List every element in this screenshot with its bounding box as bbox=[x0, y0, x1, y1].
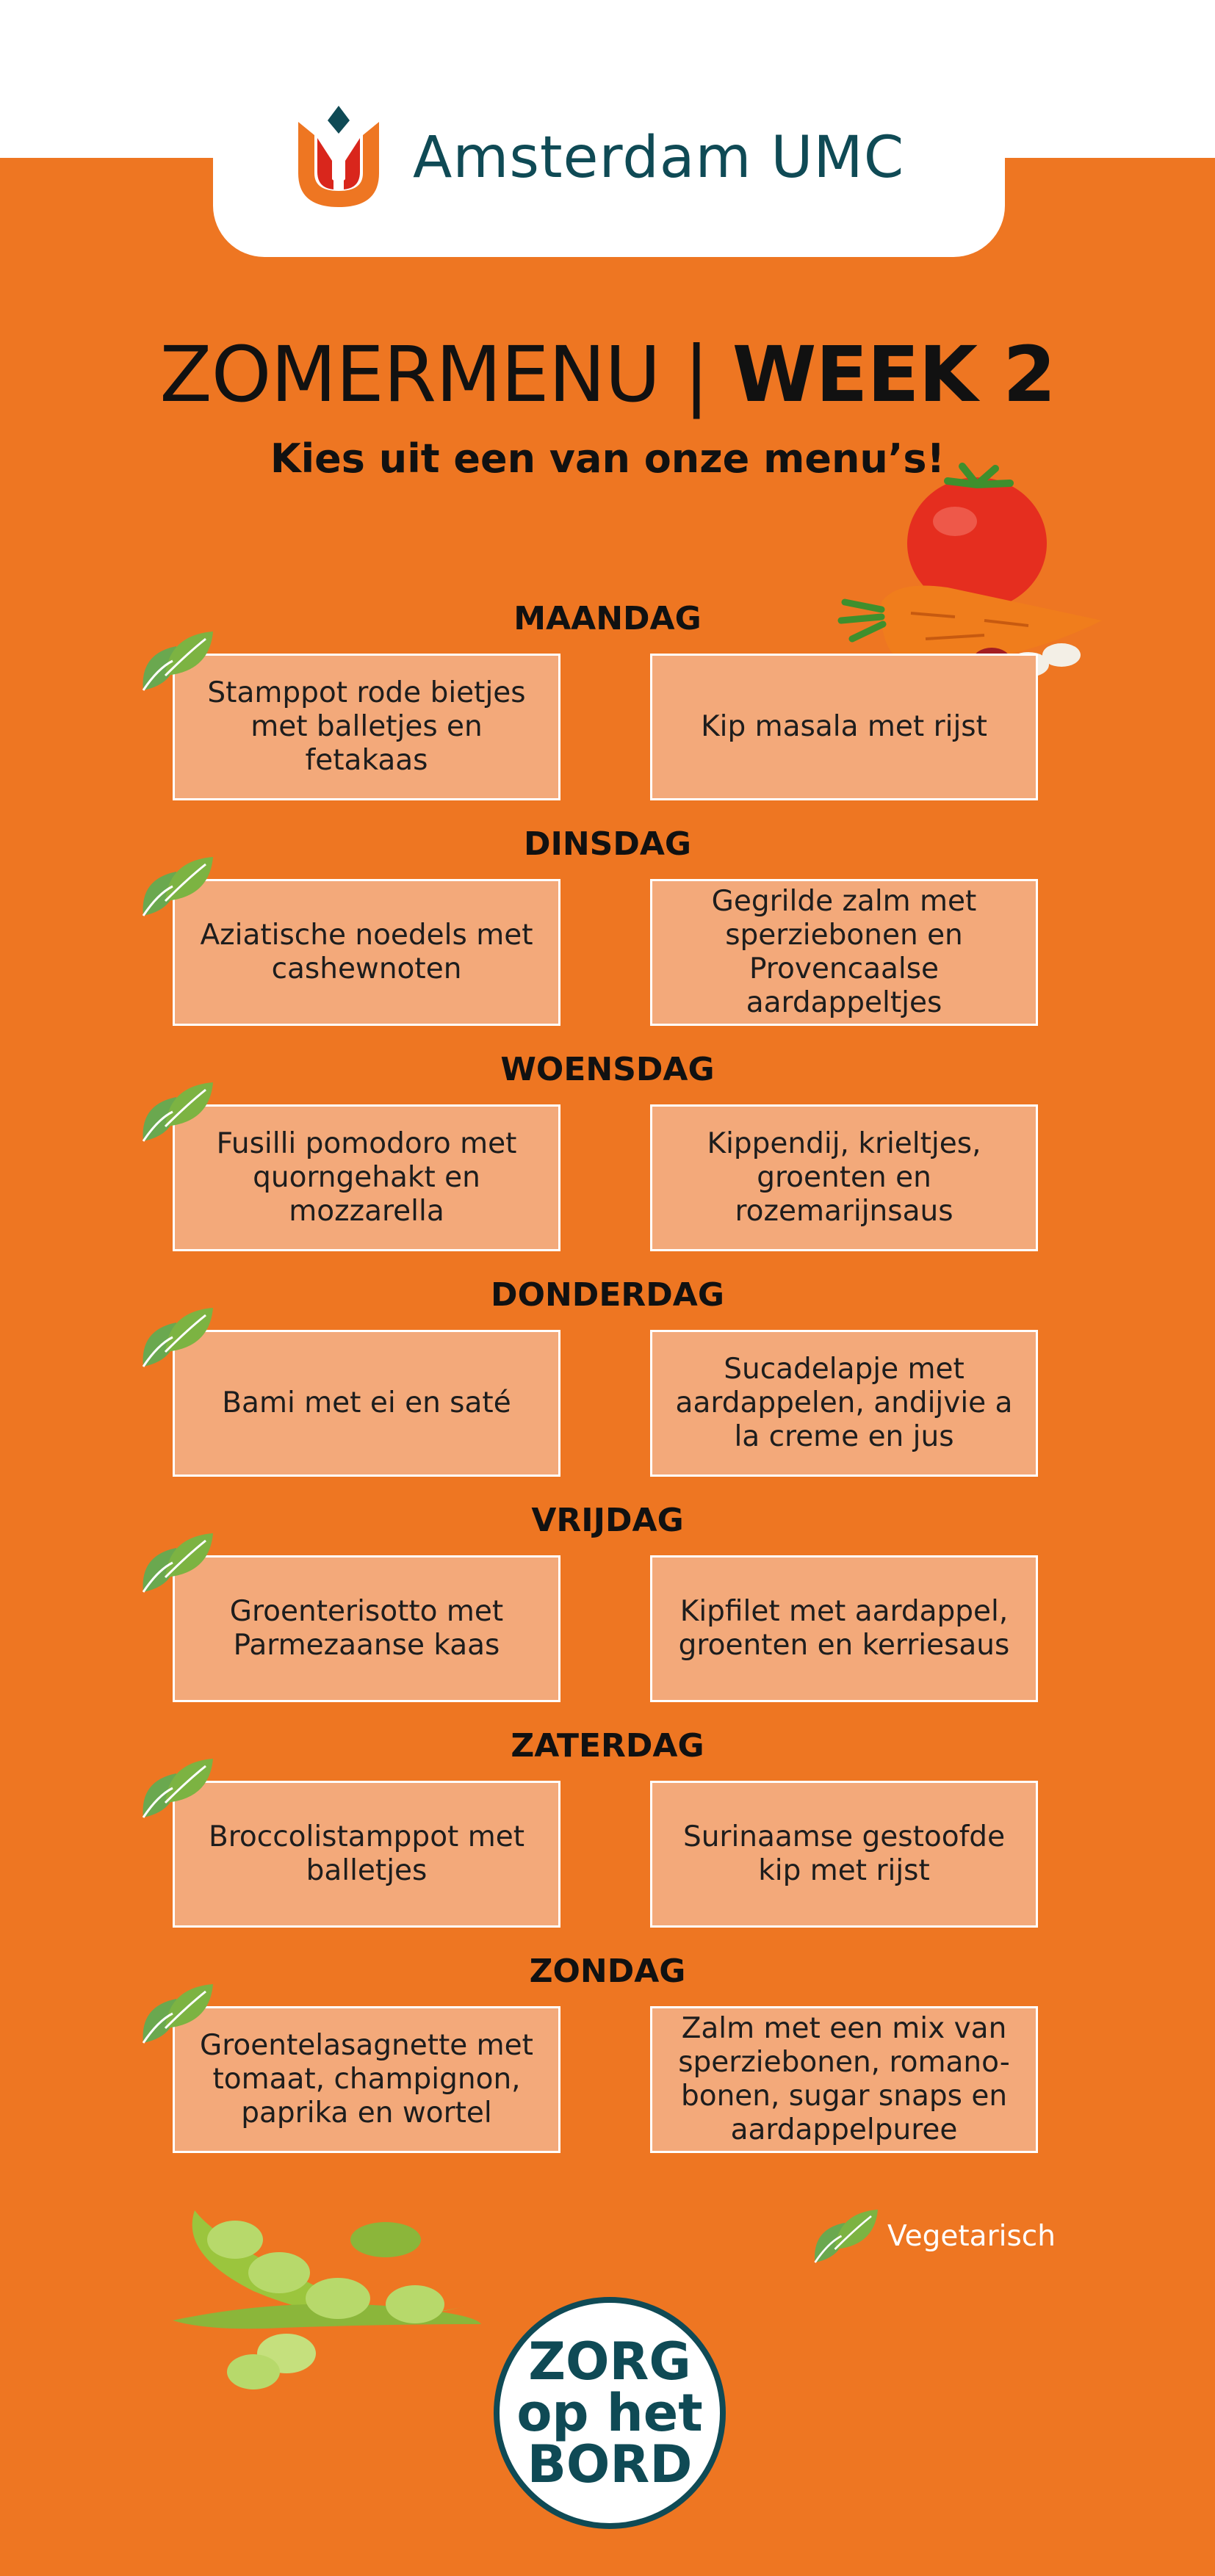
day-label-donderdag: DONDERDAG bbox=[491, 1276, 724, 1314]
menu-option-donderdag: Sucadelapje met aardappelen, andijvie a la creme en jus bbox=[650, 1330, 1038, 1477]
leaf-icon bbox=[136, 1977, 217, 2050]
title-part1: ZOMERMENU bbox=[159, 330, 660, 419]
vegetarian-legend bbox=[808, 2203, 1056, 2269]
menu-option-zondag: Zalm met een mix van sperziebonen, romano-bonen, sugar snaps en aardappelpuree bbox=[650, 2006, 1038, 2153]
day-label-vrijdag: VRIJDAG bbox=[531, 1502, 684, 1539]
leaf-icon bbox=[136, 1300, 217, 1374]
menu-option-vegetarian-woensdag: Fusilli pomodoro met quorngehakt en mozzarella bbox=[173, 1104, 560, 1251]
day-label-maandag: MAANDAG bbox=[513, 600, 702, 637]
page-title bbox=[0, 323, 1215, 426]
menu-option-vegetarian-zaterdag: Broccolistamppot met balletjes bbox=[173, 1781, 560, 1928]
day-label-dinsdag: DINSDAG bbox=[523, 825, 692, 863]
menu-option-woensdag: Kippendij, krieltjes, groenten en rozemarijnsaus bbox=[650, 1104, 1038, 1251]
badge-line3: BORD bbox=[527, 2434, 693, 2494]
tulip-logo-icon bbox=[295, 106, 382, 210]
logo bbox=[295, 103, 904, 213]
title-part2: WEEK 2 bbox=[732, 330, 1056, 419]
tomato-carrot-illustration bbox=[837, 463, 1109, 676]
badge-line2: op het bbox=[516, 2383, 703, 2443]
day-label-woensdag: WOENSDAG bbox=[500, 1051, 715, 1088]
leaf-icon bbox=[136, 1075, 217, 1148]
page-subtitle: Kies uit een van onze menu’s! bbox=[270, 435, 945, 482]
leaf-icon bbox=[136, 850, 217, 923]
menu-option-vegetarian-donderdag: Bami met ei en saté bbox=[173, 1330, 560, 1477]
leaf-icon bbox=[136, 1751, 217, 1825]
badge-line1: ZORG bbox=[528, 2331, 691, 2392]
leaf-icon bbox=[136, 1526, 217, 1599]
menu-option-vrijdag: Kipfilet met aardappel, groenten en kerriesaus bbox=[650, 1555, 1038, 1702]
title-separator: | bbox=[683, 330, 709, 419]
menu-option-vegetarian-vrijdag: Groenterisotto met Parmezaanse kaas bbox=[173, 1555, 560, 1702]
menu-option-vegetarian-dinsdag: Aziatische noedels met cashewnoten bbox=[173, 879, 560, 1026]
menu-option-dinsdag: Gegrilde zalm met sperziebonen en Provencaalse aardappeltjes bbox=[650, 879, 1038, 1026]
day-label-zaterdag: ZATERDAG bbox=[511, 1727, 704, 1765]
zorg-op-het-bord-badge bbox=[494, 2297, 726, 2529]
day-label-zondag: ZONDAG bbox=[529, 1953, 686, 1990]
menu-option-maandag: Kip masala met rijst bbox=[650, 654, 1038, 800]
leaf-icon bbox=[136, 624, 217, 698]
edamame-illustration bbox=[165, 2196, 496, 2401]
leaf-icon bbox=[808, 2203, 881, 2269]
logo-name: Amsterdam UMC bbox=[413, 125, 905, 191]
menu-option-vegetarian-maandag: Stamppot rode bietjes met balletjes en fetakaas bbox=[173, 654, 560, 800]
vegetarian-label: Vegetarisch bbox=[887, 2219, 1056, 2253]
menu-option-zaterdag: Surinaamse gestoofde kip met rijst bbox=[650, 1781, 1038, 1928]
menu-option-vegetarian-zondag: Groentelasagnette met tomaat, champignon, paprika en wortel bbox=[173, 2006, 560, 2153]
